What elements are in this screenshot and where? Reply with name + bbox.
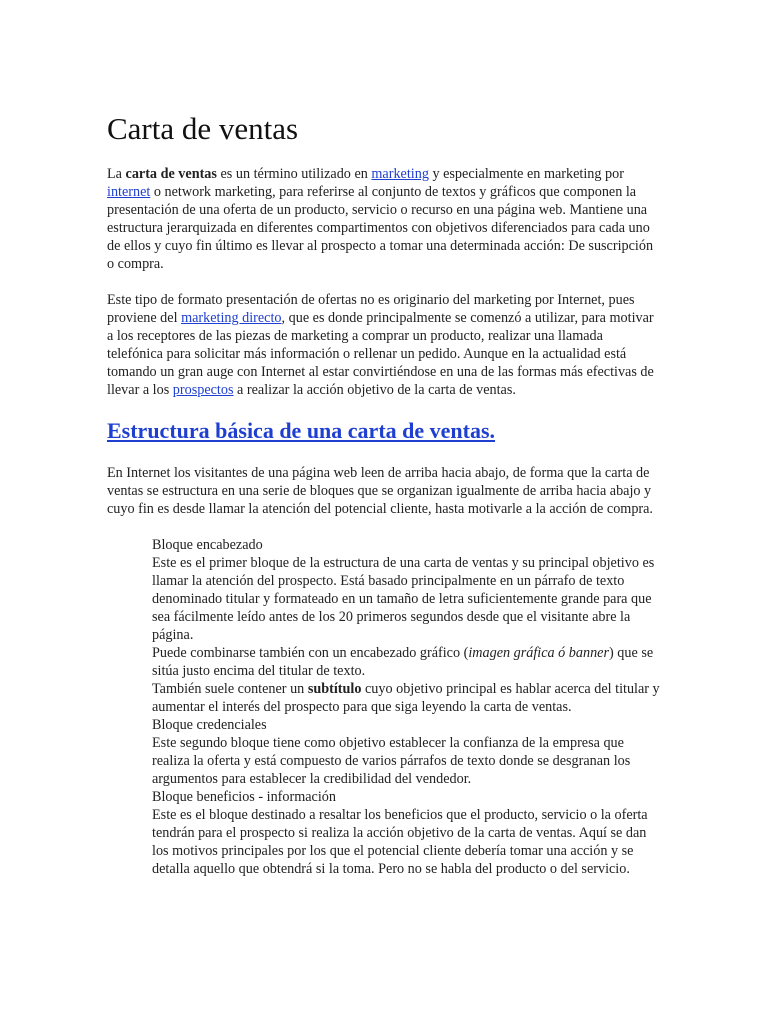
blocks-list: [152, 536, 662, 878]
block-header-text: Este es el primer bloque de la estructura de una carta de ventas y su principal objetivo es llamar la atención del prospecto. Está basado principalmente en un párrafo de texto denominado titular y formateado en un tamaño de letra suficientemente grande para que sea fácilmente leído antes de los 20 primeros segundos desde que el visitante abre la página.: [152, 555, 655, 643]
subtitle-bold: subtítulo: [307, 681, 362, 697]
block-benefits-title: Bloque beneficios - información: [152, 789, 336, 805]
section-heading: [107, 417, 662, 445]
para2-text-1: Este tipo de formato presentación de ofertas no es originario del marketing por Internet, pues proviene del: [107, 292, 635, 326]
combine-text-2: ) que se sitúa justo encima del titular de texto.: [152, 645, 654, 679]
subtitle-text-2: cuyo objetivo principal es hablar acerca del titular y aumentar el interés del prospecto para que siga leyendo la carta de ventas.: [152, 681, 660, 715]
block-credentials-title: Bloque credenciales: [152, 717, 267, 733]
structure-paragraph: En Internet los visitantes de una página web leen de arriba hacia abajo, de forma que la carta de ventas se estructura en una serie de bloques que se organizan igualmente de arriba hacia abajo y cuyo fin es desde llamar la atención del potencial cliente, hasta motivarle a la acción de compra.: [107, 465, 653, 517]
subtitle-text-1: También suele contener un: [152, 681, 308, 697]
para2-text-2: , que es donde principalmente se comenzó a utilizar, para motivar a los receptores de las piezas de marketing a comprar un producto, realizar una llamada telefónica para solicitar más información o rellenar un pedido. Aunque en la actualidad está tomando un gran auge con Internet al estar convirtiéndose en una de las formas más efectivas de llevar a los: [107, 310, 654, 398]
block-header-subtitle: [152, 680, 662, 716]
second-paragraph: [107, 291, 662, 399]
link-marketing-directo[interactable]: marketing directo: [181, 310, 282, 326]
section-heading-link[interactable]: Estructura básica de una carta de ventas.: [107, 418, 496, 443]
intro-text-4: o network marketing, para referirse al conjunto de textos y gráficos que componen la presentación de una oferta de un producto, servicio o recurso en una página web. Mantiene una estructura jerarquizada en diferentes compartimentos con objetivos diferenciados para cada uno de ellos y cuyo fin último es llevar al prospecto a tomar una determinada acción: De suscripción o compra.: [107, 184, 654, 272]
link-marketing[interactable]: marketing: [371, 166, 429, 182]
page-title: Carta de ventas: [107, 111, 299, 146]
intro-paragraph: [107, 165, 662, 273]
combine-italic: imagen gráfica ó banner: [468, 645, 610, 661]
para2-text-3: a realizar la acción objetivo de la carta de ventas.: [233, 382, 516, 398]
link-prospectos[interactable]: prospectos: [172, 382, 234, 398]
block-header-title: Bloque encabezado: [152, 537, 263, 553]
intro-text-2: es un término utilizado en: [216, 166, 372, 182]
link-internet[interactable]: internet: [107, 184, 151, 200]
intro-bold-term: carta de ventas: [125, 166, 217, 182]
block-header-combine: [152, 644, 662, 680]
block-benefits-text: Este es el bloque destinado a resaltar los beneficios que el producto, servicio o la oferta tendrán para el prospecto si realiza la acción objetivo de la carta de ventas. Aquí se dan los motivos principales por los que el potencial cliente debería tomar una acción y se detalla aquello que obtendrá si la toma. Pero no se habla del producto o del servicio.: [152, 807, 648, 877]
block-credentials-text: Este segundo bloque tiene como objetivo establecer la confianza de la empresa que realiza la oferta y está compuesto de varios párrafos de texto donde se desgranan los argumentos para establecer la credibilidad del vendedor.: [152, 735, 631, 787]
document-page: [107, 110, 662, 878]
intro-text-1: La: [107, 166, 126, 182]
intro-text-3: y especialmente en marketing por: [428, 166, 624, 182]
combine-text-1: Puede combinarse también con un encabezado gráfico (: [152, 645, 469, 661]
